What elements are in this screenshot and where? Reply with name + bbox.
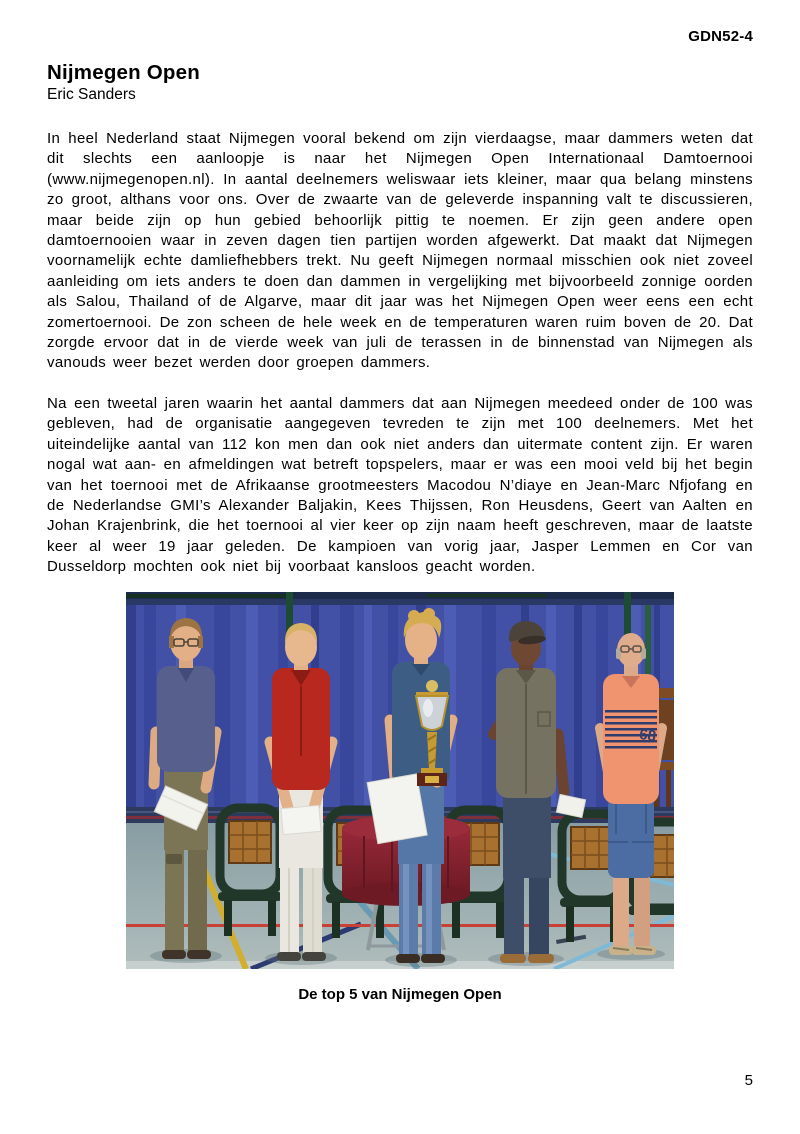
- tournament-photo: [126, 592, 674, 969]
- paragraph-1: In heel Nederland staat Nijmegen vooral bekend om zijn vierdaagse, maar dammers weten dat dit slechts een aanloopje is naar het Nijmegen Open Internationaal Damtoernooi (www.nijmegenopen.nl). In aantal deelnemers weliswaar iets kleiner, maar qua belang minstens zo groot, althans voor ons. Over de zwaarte van de geleverde inspanning valt te discussieren, maar beide zijn op hun gebied behoorlijk pittig te noemen. Er zijn geen andere open damtoernooien waar in zeven dagen tien partijen worden afgewerkt. Dat maakt dat Nijmegen voornamelijk echte damliefhebbers trekt. Nu geeft Nijmegen normaal misschien ook niet zoveel aanleiding om iets anders te doen dan dammen in vergelijking met bijvoorbeeld zonnige oorden als Salou, Thailand of de Algarve, maar dit jaar was het Nijmegen Open weer eens een echt zomertoernooi. De zon scheen de hele week en de temperaturen waren ruim boven de 20. Dat zorgde ervoor dat in de vierde week van juli de terassen in de binnenstad van Nijmegen als vanouds weer bezet werden door groepen dammers.: [47, 130, 753, 372]
- page-number: 5: [744, 1072, 753, 1089]
- tournament-photo-figure: [126, 592, 674, 1003]
- photo-illustration: [126, 592, 674, 969]
- article-title: Nijmegen Open: [47, 61, 200, 84]
- photo-caption: De top 5 van Nijmegen Open: [298, 985, 502, 1003]
- shirt-number: 68: [638, 725, 658, 745]
- article-author: Eric Sanders: [47, 86, 136, 103]
- paragraph-2: Na een tweetal jaren waarin het aantal dammers dat aan Nijmegen meedeed onder de 100 was gebleven, had de organisatie aangegeven tevreden te zijn met 100 deelnemers. Met het uiteindelijke aantal van 112 kon men dan ook niet anders dan uitermate content zijn. Er waren nogal wat aan- en afmeldingen wat betreft topspelers, maar er was een mooi veld bij het begin van het toernooi met de Afrikaanse grootmeesters Macodou N’diaye en Jean-Marc Nfjofang en de Nederlandse GMI’s Alexander Baljakin, Kees Thijssen, Ron Heusdens, Geert van Aalten en Johan Krajenbrink, die het toernooi al vier keer op zijn naam heeft geschreven, maar de laatste keer al weer 19 jaar geleden. De kampioen van vorig jaar, Jasper Lemmen en Cor van Dusseldorp mochten ook niet bij voorbaat kansloos geacht worden.: [47, 394, 753, 576]
- issue-code: GDN52-4: [688, 28, 753, 45]
